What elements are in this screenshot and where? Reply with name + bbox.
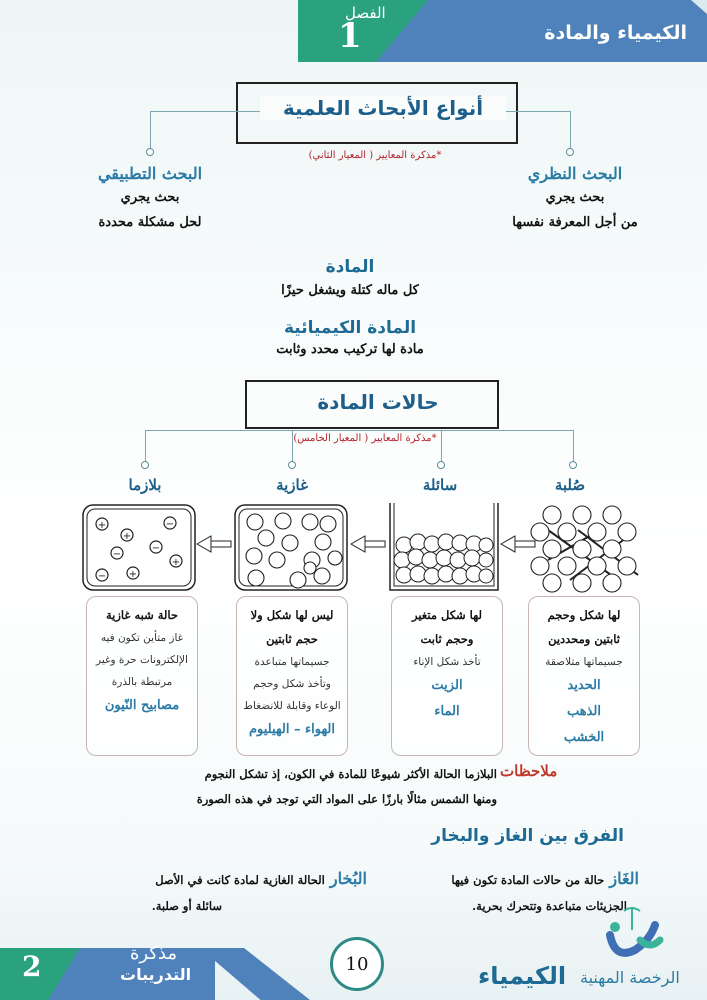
node-dot [566, 148, 574, 156]
arrow-icon [351, 536, 385, 552]
remarks-line1: البلازما الحالة الأكثر شيوعًا للمادة في الكون، إذ تشكل النجوم [204, 767, 497, 781]
arrow-icon [197, 536, 231, 552]
node-dot [288, 461, 296, 469]
book-number: 2 [22, 950, 42, 983]
state-name-liquid: سائلة [422, 476, 458, 494]
state-name-plasma: بلازما [128, 476, 162, 494]
card-solid [528, 596, 640, 756]
svg-text:−: − [165, 519, 175, 530]
connector-left [150, 111, 151, 151]
research-title: أنواع الأبحاث العلمية [260, 96, 506, 120]
svg-text:+: + [122, 531, 132, 542]
theoretical-line2: من أجل المعرفة نفسها [512, 215, 638, 230]
liquid-example: الماء [434, 704, 460, 719]
chapter-title: الكيمياء والمادة [544, 22, 687, 44]
gas-note: جسيماتها متباعدة [254, 656, 330, 668]
brand-logo-icon [600, 905, 665, 965]
liquid-container-icon [390, 503, 498, 590]
state-name-solid: صُلبة [554, 476, 586, 494]
node-dot [437, 461, 445, 469]
node-dot [146, 148, 154, 156]
solid-prop: ثابتين ومحددين [548, 632, 620, 646]
remarks-line2: ومنها الشمس مثالًا بارزًا على المواد التي توجد في هذه الصورة [196, 792, 497, 806]
theoretical-title: البحث النظري [527, 164, 623, 183]
svg-text:−: − [112, 549, 122, 560]
matter-definition: كل ماله كتلة ويشغل حيزًا [281, 283, 419, 298]
gas-example: الهواء – الهيليوم [248, 722, 336, 737]
gas-container-icon [235, 505, 347, 590]
plasma-container-icon [83, 505, 195, 590]
applied-title: البحث التطبيقي [97, 164, 203, 183]
node-dot [569, 461, 577, 469]
connector-right [570, 111, 571, 151]
gas-line2: الجزيئات متباعدة وتتحرك بحرية. [472, 899, 627, 913]
arrow-icon [501, 536, 535, 552]
gas-note: وتأخذ شكل وحجم [253, 678, 331, 690]
vapor-definition [155, 868, 367, 892]
footer-slant [200, 948, 310, 1000]
plasma-note: الإلكترونات حرة وغير [96, 654, 188, 666]
vapor-line1: الحالة الغازية لمادة كانت في الأصل [155, 873, 325, 887]
chapter-number: 1 [338, 16, 362, 56]
book-title: التدريبات [120, 965, 192, 984]
vapor-term: البُخار [329, 869, 367, 888]
liquid-note: تأخذ شكل الإناء [413, 656, 481, 668]
chemical-matter-title: المادة الكيميائية [283, 318, 417, 338]
brand-main: الكيمياء [478, 962, 567, 990]
liquid-prop: وحجم ثابت [420, 632, 474, 646]
solid-lattice-icon [531, 506, 638, 592]
plasma-example: مصابيح النّيون [104, 698, 180, 713]
gas-prop: ليس لها شكل ولا [250, 608, 334, 622]
connector [292, 430, 293, 464]
plasma-note: غاز متأين تكون فيه [100, 632, 184, 644]
gas-line1: حالة من حالات المادة تكون فيها [451, 873, 605, 887]
solid-prop: لها شكل وحجم [547, 608, 621, 622]
applied-research [80, 163, 220, 235]
svg-text:+: + [171, 557, 181, 568]
vapor-line2: سائلة أو صلبة. [151, 899, 222, 913]
liquid-prop: لها شكل متغير [411, 608, 482, 622]
states-diagram [80, 500, 640, 595]
connector [145, 430, 146, 464]
book-label: مذكرة [130, 943, 178, 964]
states-connector [145, 430, 573, 431]
node-dot [141, 461, 149, 469]
solid-example: الذهب [566, 704, 602, 719]
state-name-gas: غازية [276, 476, 308, 494]
research-note: *مذكرة المعايير ( المعيار الثاني) [308, 150, 442, 161]
applied-line2: لحل مشكلة محددة [98, 215, 202, 230]
matter-title: المادة [325, 257, 375, 277]
chemical-matter-definition: مادة لها تركيب محدد وثابت [276, 342, 424, 357]
remarks-label: ملاحظات [500, 762, 558, 780]
gas-prop: حجم ثابتين [266, 632, 318, 646]
svg-text:+: + [97, 520, 107, 531]
card-plasma [86, 596, 198, 756]
svg-text:−: − [151, 543, 161, 554]
plasma-note: مرتبطة بالذرة [111, 676, 173, 688]
liquid-example: الزيت [431, 678, 463, 693]
svg-text:+: + [128, 569, 138, 580]
chapter-label: الفصل [345, 4, 386, 22]
theoretical-line1: بحث يجري [545, 190, 605, 205]
connector [441, 430, 442, 464]
solid-note: جسيماتها متلاصقة [545, 656, 623, 668]
states-title: حالات المادة [290, 390, 466, 414]
page-number: 10 [330, 937, 384, 991]
gas-note: الوعاء وقابلة للانضغاط [243, 700, 341, 712]
gas-definition [451, 868, 639, 892]
card-liquid [391, 596, 503, 756]
solid-example: الحديد [567, 678, 601, 693]
theoretical-research [490, 163, 660, 235]
gas-vapor-title: الفرق بين الغاز والبخار [431, 826, 624, 846]
applied-line1: بحث يجري [120, 190, 180, 205]
plasma-prop: حالة شبه غازية [106, 608, 178, 622]
card-gas [236, 596, 348, 756]
gas-term: الغَاز [609, 869, 639, 888]
brand-sub: الرخصة المهنية [580, 968, 680, 987]
svg-text:−: − [97, 571, 107, 582]
connector [573, 430, 574, 464]
states-note: *مذكرة المعايير ( المعيار الخامس) [293, 433, 437, 444]
solid-example: الخشب [563, 730, 605, 745]
